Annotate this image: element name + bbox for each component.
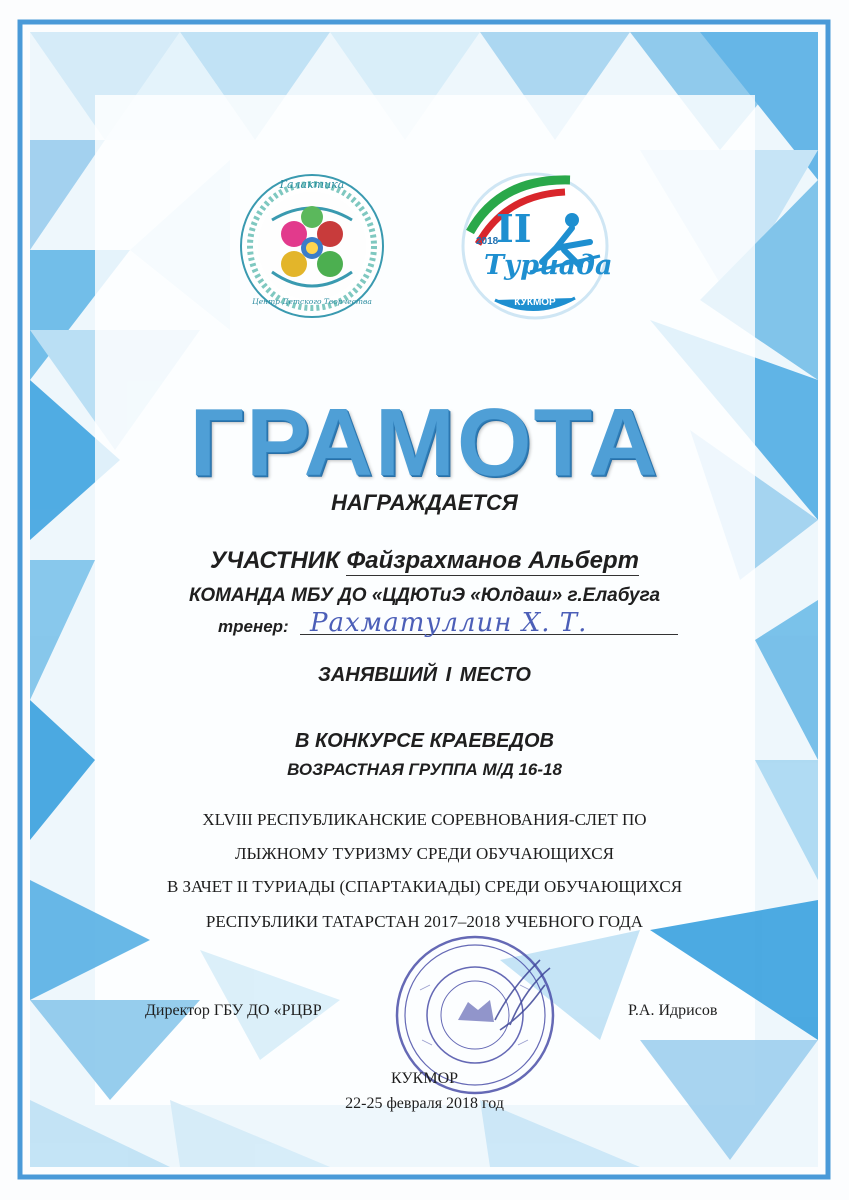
awarded-heading: НАГРАЖДАЕТСЯ bbox=[331, 490, 518, 515]
city-line: КУКМОР bbox=[390, 1070, 459, 1087]
date-line: 22-25 февраля 2018 год bbox=[345, 1095, 504, 1112]
turiada-word: Туриада bbox=[484, 250, 613, 281]
event-line-2: ЛЫЖНОМУ ТУРИЗМУ СРЕДИ ОБУЧАЮЩИХСЯ bbox=[235, 844, 614, 863]
galaktika-logo-title: Галактика bbox=[279, 178, 345, 191]
director-label: Директор ГБУ ДО «РЦВР bbox=[145, 1002, 322, 1019]
event-line-3: В ЗАЧЕТ II ТУРИАДЫ (СПАРТАКИАДЫ) СРЕДИ ОБУЧАЮЩИХСЯ bbox=[166, 877, 683, 896]
galaktika-logo-subtitle: Центр Детского Творчества bbox=[252, 297, 372, 306]
team-line: КОМАНДА МБУ ДО «ЦДЮТиЭ «Юлдаш» г.Елабуга bbox=[188, 585, 661, 606]
participant-name: Файзрахманов Альберт bbox=[346, 547, 639, 574]
participant-label: УЧАСТНИК bbox=[210, 547, 340, 574]
age-group-line: ВОЗРАСТНАЯ ГРУППА М/Д 16-18 bbox=[287, 760, 562, 779]
event-line-4: РЕСПУБЛИКИ ТАТАРСТАН 2017–2018 УЧЕБНОГО ГОДА bbox=[205, 912, 644, 931]
certificate-title: ГРАМОТА bbox=[189, 389, 660, 496]
coach-handwritten-name: Рахматуллин Х. Т. bbox=[310, 608, 588, 638]
turiada-year: 2018 bbox=[476, 236, 499, 247]
turiada-place: КУКМОР bbox=[514, 297, 556, 308]
contest-line: В КОНКУРСЕ КРАЕВЕДОВ bbox=[295, 730, 554, 752]
participant-line bbox=[0, 547, 849, 575]
place-line: ЗАНЯВШИЙ I МЕСТО bbox=[318, 664, 531, 686]
coach-label: тренер: bbox=[218, 617, 289, 636]
director-name: Р.А. Идрисов bbox=[628, 1002, 718, 1019]
turiada-numeral: II bbox=[496, 206, 532, 251]
event-line-1: XLVIII РЕСПУБЛИКАНСКИЕ СОРЕВНОВАНИЯ-СЛЕТ ПО bbox=[202, 810, 647, 829]
